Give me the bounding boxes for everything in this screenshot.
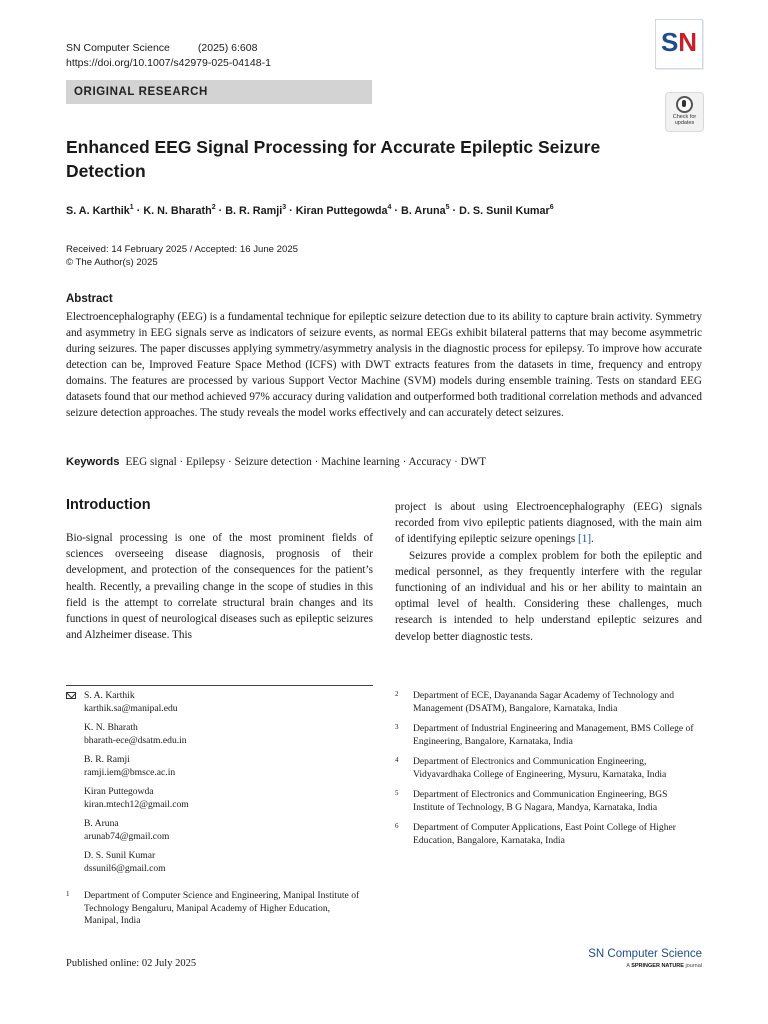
sn-logo <box>655 19 703 69</box>
author-name[interactable]: D. S. Sunil Kumar <box>459 205 550 217</box>
affiliation <box>395 690 695 715</box>
author-email[interactable]: arunab74@gmail.com <box>84 830 170 842</box>
affiliation <box>395 822 695 847</box>
journal-info <box>66 41 271 71</box>
correspondence-entry <box>84 722 366 747</box>
affiliations-left <box>66 890 366 936</box>
author-name: B. R. Ramji <box>84 754 130 765</box>
correspondence-list <box>84 690 366 875</box>
badge-line-1: Check for <box>672 114 697 120</box>
author-separator: · <box>286 205 296 217</box>
author-affiliation-number: 4 <box>387 204 392 211</box>
journal-volume: (2025) 6:608 <box>197 42 258 54</box>
author-email[interactable]: ramji.iem@bmsce.ac.in <box>84 766 176 778</box>
affiliation-text: Department of Industrial Engineering and Management, BMS College of Engineering, Bangalore, Karnataka, India <box>413 723 694 747</box>
author-email[interactable]: kiran.mtech12@gmail.com <box>84 798 189 810</box>
intro-paragraph-2: Seizures provide a complex problem for both the epileptic and medical personnel, as they frequently interfere with the regular functioning of an individual and his or her ability to maintain an optimal level of health. Considering these challenges, much research is intended to help understand epileptic seizures and develop better diagnostic tests. <box>395 549 702 643</box>
paragraph-end: . <box>591 533 594 546</box>
paper-title: Enhanced EEG Signal Processing for Accurate Epileptic Seizure Detection <box>66 137 601 181</box>
logo-letter-n: N <box>678 27 698 57</box>
author-affiliation-number: 2 <box>211 204 216 211</box>
section-label: ORIGINAL RESEARCH <box>66 80 372 104</box>
author-email[interactable]: karthik.sa@manipal.edu <box>84 702 178 714</box>
affiliation <box>395 723 695 748</box>
affiliation-number: 1 <box>66 890 70 898</box>
abstract-text: Electroencephalography (EEG) is a fundamental technique for epileptic seizure detection due to its ability to capture brain activity. Symmetry and asymmetry in EEG signals serve as indicators of seizure events, as normal EEGs exhibit bilateral patterns that may become asymmetric during seizures. The paper discusses applying symmetry/asymmetry analysis in the diagnostic process for epilepsy. To improve how accurate detection can be, Improved Feature Space Method (ICFS) with DWT extracts features from the datasets in time, frequency and entropy domains. The features are processed by various Support Vector Machine (SVM) models during ensemble training. Tests on standard EEG datasets found that our method achieved 97% accuracy during validation and outperformed both traditional correlation methods and advanced seizure detection approaches. The study reveals the model works effectively and can accurately detect seizures. <box>66 311 702 419</box>
received-accepted: Received: 14 February 2025 / Accepted: 16 June 2025 <box>66 244 299 255</box>
doi-link[interactable]: https://doi.org/10.1007/s42979-025-04148-1 <box>66 57 271 69</box>
affiliation-text: Department of Computer Science and Engineering, Manipal Institute of Technology Bengaluru, Manipal Academy of Higher Education, Manipal, India <box>84 890 360 926</box>
affiliation-number: 3 <box>395 723 399 731</box>
author-affiliation-number: 3 <box>282 204 287 211</box>
author-list <box>66 203 706 219</box>
author-name[interactable]: B. R. Ramji <box>225 205 283 217</box>
citation-link[interactable]: [1] <box>578 533 592 546</box>
footer-journal: SN Computer Science <box>588 948 702 960</box>
correspondence-entry <box>84 786 366 811</box>
affiliation-text: Department of Computer Applications, East Point College of Higher Education, Bangalore, Karnataka, India <box>413 822 676 846</box>
affiliation-number: 5 <box>395 789 399 797</box>
badge-line-2: updates <box>674 120 695 126</box>
author-name[interactable]: B. Aruna <box>401 205 446 217</box>
article-dates <box>66 243 298 269</box>
envelope-icon <box>66 692 76 699</box>
author-separator: · <box>133 205 144 217</box>
keywords-list: EEG signal · Epilepsy · Seizure detection · Machine learning · Accuracy · DWT <box>125 456 487 468</box>
author-separator: · <box>449 205 460 217</box>
author-affiliation-number: 6 <box>549 204 554 211</box>
author-name[interactable]: S. A. Karthik <box>66 205 130 217</box>
author-name[interactable]: K. N. Bharath <box>143 205 212 217</box>
intro-paragraph-1-cont <box>395 499 702 548</box>
affiliation-number: 6 <box>395 822 399 830</box>
author-affiliation-number: 1 <box>129 204 134 211</box>
introduction-heading: Introduction <box>66 497 151 513</box>
affiliation-text: Department of ECE, Dayananda Sagar Academy of Technology and Management (DSATM), Bangalore, Karnataka, India <box>413 690 675 714</box>
keywords-heading: Keywords <box>66 456 120 468</box>
correspondence-block <box>66 690 366 882</box>
published-online: Published online: 02 July 2025 <box>66 958 197 969</box>
intro-left-column <box>66 530 373 643</box>
affiliation <box>395 756 695 781</box>
logo-letter-s: S <box>660 27 679 57</box>
affiliation-text: Department of Electronics and Communication Engineering, Vidyavardhaka College of Engineering, Mysuru, Karnataka, India <box>413 756 667 780</box>
author-name: K. N. Bharath <box>84 722 138 733</box>
publisher-prefix: A <box>626 963 630 969</box>
affiliation <box>66 890 366 928</box>
author-name: Kiran Puttegowda <box>84 786 154 797</box>
check-for-updates-badge[interactable] <box>665 92 704 132</box>
affiliation-number: 4 <box>395 756 399 764</box>
author-affiliation-number: 5 <box>445 204 450 211</box>
publisher-name: SPRINGER NATURE <box>631 963 684 969</box>
affiliation <box>395 789 695 814</box>
author-separator: · <box>391 205 402 217</box>
affiliation-text: Department of Electronics and Communication Engineering, BGS Institute of Technology, B G Nagara, Mandya, Karnataka, India <box>413 789 668 813</box>
check-updates-icon <box>676 96 693 113</box>
author-name[interactable]: Kiran Puttegowda <box>295 205 388 217</box>
correspondence-entry <box>84 754 366 779</box>
author-email[interactable]: dssunil6@gmail.com <box>84 862 166 874</box>
keywords <box>66 454 706 470</box>
copyright: © The Author(s) 2025 <box>66 257 158 268</box>
paragraph-text: project is about using Electroencephalography (EEG) signals recorded from vivo epileptic patients diagnosed, with the main aim of identifying epileptic seizure openings <box>395 501 702 546</box>
affiliations-right <box>395 690 695 855</box>
footnote-divider <box>66 685 373 686</box>
author-name: S. A. Karthik <box>84 690 135 701</box>
correspondence-entry <box>84 690 366 715</box>
author-separator: · <box>215 205 226 217</box>
affiliation-number: 2 <box>395 690 399 698</box>
journal-name: SN Computer Science <box>66 42 170 54</box>
correspondence-entry <box>84 818 366 843</box>
correspondence-entry <box>84 850 366 875</box>
abstract-heading: Abstract <box>66 293 113 305</box>
publisher-suffix: journal <box>685 963 702 969</box>
footer-publisher <box>560 963 702 969</box>
author-email[interactable]: bharath-ece@dsatm.edu.in <box>84 734 187 746</box>
intro-paragraph-1: Bio-signal processing is one of the most prominent fields of sciences overseeing disease diagnosis, prognosis of their development, and protection of the consequences for the patient’s health. Recently, a prevailing change in the scope of studies in this field is the attempt to correlate structural brain changes and its functions in quest of neurological diseases such as epileptic seizures and Alzheimer disease. This <box>66 532 373 642</box>
intro-right-column <box>395 499 702 645</box>
author-name: D. S. Sunil Kumar <box>84 850 156 861</box>
author-name: B. Aruna <box>84 818 119 829</box>
